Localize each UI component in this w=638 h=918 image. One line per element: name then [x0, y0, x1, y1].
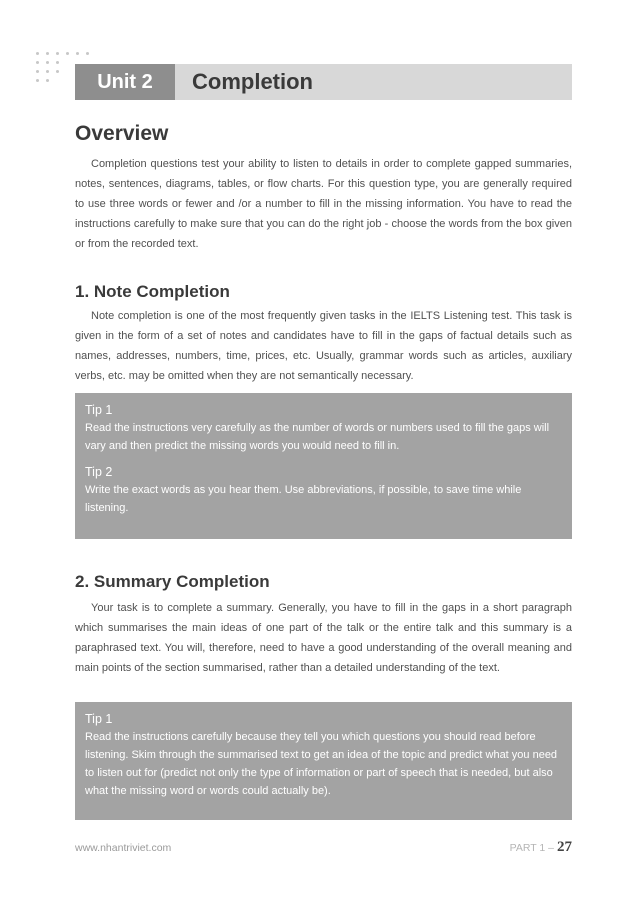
page-number: 27: [557, 839, 572, 855]
tip-text: Read the instructions carefully because they tell you which questions you should read before listening. Skim through the summarised text to get an idea of the topic and predict what you need to listen out for (predict not only the type of information or part of speech that is needed, but also what the missing word or words could actually be).: [85, 731, 558, 797]
summary-completion-tip-box: [75, 702, 572, 820]
overview-paragraph: Completion questions test your ability to listen to details in order to complete gapped summaries, notes, sentences, diagrams, tables, or flow charts. For this question type, you are generally required to use three words or fewer and /or a number to fill in the missing information. You have to read the instructions carefully to make sure that you can do the right job - choose the words from the box given or from the recorded text.: [75, 158, 572, 250]
tip-text: Read the instructions very carefully as the number of words or numbers used to fill the gaps will vary and then predict the missing words you would need to fill in.: [85, 422, 550, 452]
note-completion-heading: 1. Note Completion: [75, 282, 230, 301]
note-completion-tip-box: [75, 393, 572, 539]
note-completion-paragraph: Note completion is one of the most frequently given tasks in the IELTS Listening test. This task is given in the form of a set of notes and candidates have to fill in the gaps of factual details such as names, addresses, numbers, time, prices, etc. Usually, grammar words such as articles, auxiliary verbs, etc. may be omitted when they are not semantically necessary.: [75, 310, 572, 382]
tip-text: Write the exact words as you hear them. Use abbreviations, if possible, to save time while listening.: [85, 484, 522, 514]
summary-completion-heading: 2. Summary Completion: [75, 572, 270, 591]
footer-part-label: PART 1 –: [509, 842, 554, 854]
unit-label: Unit 2: [75, 64, 175, 100]
footer-website: www.nhantriviet.com: [75, 842, 172, 854]
tip-title: Tip 1: [85, 403, 113, 417]
unit-title: Completion: [192, 69, 313, 94]
overview-heading: Overview: [75, 122, 169, 145]
footer-page-indicator: [510, 839, 572, 856]
summary-completion-paragraph: Your task is to complete a summary. Generally, you have to fill in the gaps in a short paragraph which summarises the main ideas of one part of the talk or the entire talk and this summary is a paraphrased text. You will, therefore, need to have a good understanding of the overall meaning and main points of the section summarised, rather than a detailed understanding of the text.: [75, 602, 572, 674]
tip-title: Tip 1: [85, 712, 113, 726]
tip-title: Tip 2: [85, 465, 113, 479]
